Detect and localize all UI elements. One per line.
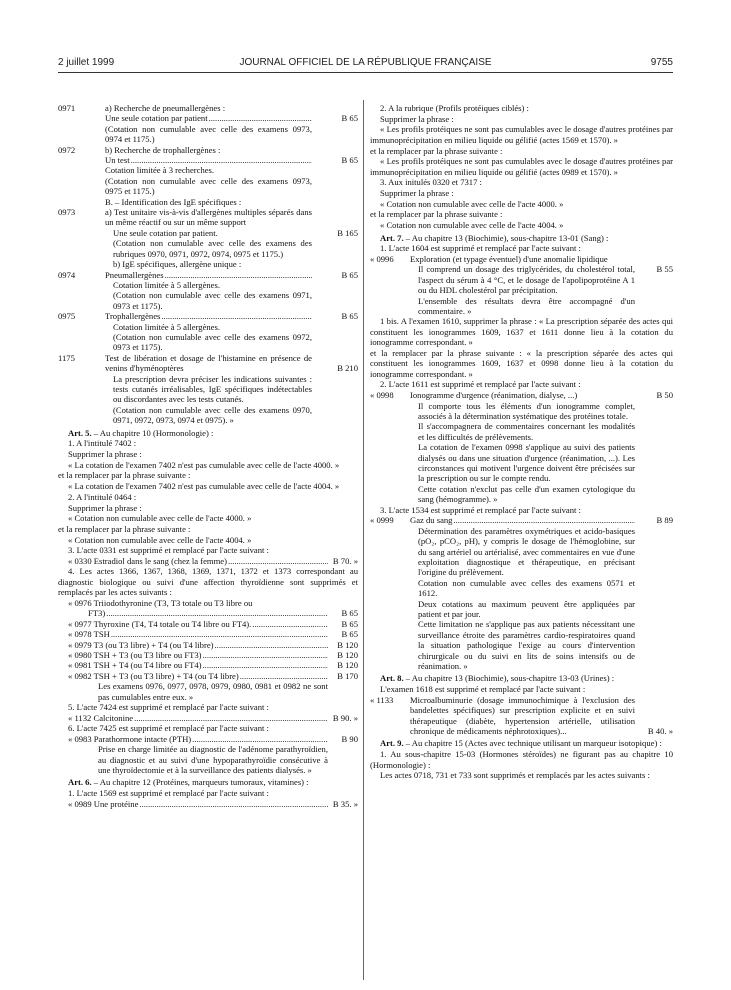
act-note: Prise en charge limitée au diagnostic de l'adénome parathyroïdien, au diagnostic et au suivi d'une hypoparathyroïdie consécutive à une thyroïdectomie et à la surveillance des patients dialysés. » [98,744,328,776]
paragraph: L'examen 1618 est supprimé et remplacé par l'acte suivant : [380,684,586,695]
act-price: B 65 [341,618,358,629]
act-text: Exploration (et typage éventuel) d'une anomalie lipidique [410,253,608,264]
article-5-heading [58,428,358,438]
entry-text: Test de libération et dosage de l'histamine en présence de venins d'hyménoptères [105,352,312,374]
article-text: – Au chapitre 15 (Actes avec technique utilisant un marqueur isotopique) : [403,738,662,749]
act-text: FT3) [88,608,106,619]
priced-line [68,713,328,723]
entry-heading: a) Test unitaire vis-à-vis d'allergènes multiples séparés dans un même réactif ou sur un même support [105,207,312,228]
article-label: Art. 7. [380,232,404,243]
article-8-heading [370,673,673,683]
entry-heading: a) Recherche de pneumallergènes : [105,103,226,113]
article-label: Art. 5. [68,427,92,438]
entry-0974 [58,270,358,312]
act-text: Gaz du sang [410,515,453,526]
paragraph: « Cotation non cumulable avec celle de l'acte 4000. » [68,513,252,524]
act-price: B 120 [337,649,358,660]
paragraph: « Cotation non cumulable avec celle de l'acte 4004. » [380,220,564,231]
act-0977 [58,619,358,629]
priced-line [68,619,328,629]
act-0330 [58,556,358,566]
paragraph: et la remplacer par la phrase suivante : [370,145,503,156]
entry-heading: b) IgE spécifiques, allergène unique : [113,259,242,270]
article-7-heading [370,233,673,243]
paragraph: 2. A la rubrique (Profils protéiques ciblés) : [380,103,529,113]
act-text: « 1132 Calcitonine [68,712,134,723]
paragraph: « La cotation de l'examen 7402 n'est pas cumulable avec celle de l'acte 4000. » [68,459,340,470]
entry-note: (Cotation non cumulable avec celle des examens 0971, 0973 et 1175). [113,290,312,311]
act-note: Il comporte tous les éléments d'un ionogramme complet, associés à la détermination systématique des protéines totale. [418,400,635,421]
act-note: L'ensemble des résultats devra être accompagné d'un commentaire. » [418,295,635,316]
column-divider [363,100,364,980]
act-price: B 89 [656,515,673,526]
paragraph: « La cotation de l'examen 7402 n'est pas cumulable avec celle de l'acte 4004. » [68,481,340,492]
paragraph: Les actes 0718, 731 et 733 sont supprimés et remplacés par les actes suivants : [380,770,650,781]
act-text: « 0979 T3 (ou T3 libre) + T4 (ou T4 libre) [68,639,214,650]
act-note: Cette cotation n'exclut pas celle d'un examen cytologique du sang (hémogramme). » [418,483,635,505]
act-1133 [370,695,673,737]
priced-line [68,671,328,681]
entry-heading: b) Recherche de trophallergènes : [105,144,221,155]
section-heading: B. – Identification des IgE spécifiques : [105,196,242,207]
page-header [58,57,673,71]
entry-code: 0971 [58,103,76,113]
paragraph: 4. Les actes 1366, 1367, 1368, 1369, 1371, 1372 et 1373 correspondant au diagnostic biologique ou suivi d'une affection thyroïdienne sont supprimés et remplacés par les actes suivants : [58,566,358,598]
act-text: « 0330 Estradiol dans le sang (chez la femme) [68,556,227,567]
act-price: B 55 [656,264,673,275]
paragraph: 3. L'acte 0331 est supprimé et remplacé par l'acte suivant : [68,545,269,556]
act-0980 [58,650,358,660]
act-text: « 0977 Thyroxine (T4, T4 totale ou T4 libre ou FT4). [68,618,252,629]
entry-note: (Cotation non cumulable avec celle des examens 0973, 0975 et 1175.) [105,175,312,197]
priced-line [105,270,312,280]
entry-note: Cotation limitée à 5 allergènes. [113,321,220,332]
act-0981 [58,660,358,670]
entry-price: B 65 [341,311,358,322]
act-note: Deux cotations au maximum peuvent être appliquées par patient et par jour. [418,598,635,619]
act-text: « 0981 TSH + T4 (ou T4 libre ou FT4) [68,660,202,671]
act-text: « 0982 TSH + T3 (ou T3 libre) + T4 (ou T4 libre) [68,670,239,681]
paragraph: et la remplacer par la phrase suivante : [370,209,503,220]
entry-price: B 65 [341,269,358,280]
section-b [58,197,358,207]
entry-note: Une seule cotation par patient. [113,227,218,238]
act-1132 [58,713,358,723]
act-0976 [58,598,358,619]
article-6-heading [58,777,358,787]
act-text: « 0976 Triiodothyronine (T3, T3 totale ou T3 libre ou [68,597,253,608]
act-price: B 40. » [647,726,673,737]
paragraph: 5. L'acte 7424 est supprimé et remplacé par l'acte suivant : [68,702,269,713]
paragraph: 3. L'acte 1534 est supprimé et remplacé par l'acte suivant : [380,504,581,515]
entry-text: Pneumallergènes [105,269,164,280]
header-date: 2 juillet 1999 [58,57,115,68]
paragraph: 1 bis. A l'examen 1610, supprimer la phrase : « La prescription séparée des actes qui constituent les ionogrammes 1609, 1637 et 1611 donne lieu à la cotation du ionogramme correspondant. » [370,316,673,348]
act-0978 [58,629,358,639]
entry-note: (Cotation non cumulable avec celle des examens des rubriques 0970, 0971, 0972, 0974, 0975 et 1175.) [113,238,312,259]
priced-line [68,734,328,744]
article-9-heading [370,738,673,748]
act-price: B 120 [337,639,358,650]
paragraph: Supprimer la phrase : [380,188,454,199]
act-code: « 0999 [370,515,394,526]
act-0996 [370,254,673,316]
entry-text: Trophallergènes [105,311,161,322]
article-label: Art. 6. [68,777,92,788]
paragraph: 2. L'acte 1611 est supprimé et remplacé par l'acte suivant : [380,379,581,390]
priced-line [68,556,328,566]
act-price: B 170 [337,670,358,681]
paragraph: « Cotation non cumulable avec celle de l'acte 4004. » [68,534,252,545]
act-price: B 90 [341,733,358,744]
act-code: « 0998 [370,390,394,401]
header-page-number: 9755 [650,57,673,68]
paragraph: 1. A l'intitulé 7402 : [68,438,137,449]
paragraph: et la remplacer par la phrase suivante : [58,523,191,534]
article-text: – Au chapitre 12 (Protéines, marqueurs tumoraux, vitamines) : [91,777,309,788]
entry-price: B 210 [337,363,358,374]
entry-price: B 65 [341,155,358,166]
act-code: « 1133 [370,694,394,705]
paragraph: 6. L'acte 7425 est supprimé et remplacé par l'acte suivant : [68,723,269,734]
entry-note: Cotation limitée à 3 recherches. [105,165,215,176]
act-0982 [58,671,358,702]
act-price: B 120 [337,660,358,671]
act-text: « 0978 TSH [68,629,110,640]
entry-0973 [58,207,358,269]
entry-0972 [58,145,358,197]
act-note: La cotation de l'examen 0998 s'applique au suivi des patients dialysés ou dans une situation d'urgence (réanimation, ...). Les circonstances qui motivent l'urgence doivent être précisées sur la prescription ou sur le compte rendu. [418,442,635,484]
header-rule [58,72,673,73]
paragraph: « Les profils protéiques ne sont pas cumulables avec le dosage d'autres protéines par immunoprécipitation en milieu liquide ou gélifié (actes 0989 et 1570). » [370,156,673,177]
act-price: B 90. » [332,712,358,723]
left-column [58,103,358,983]
entry-0971 [58,103,358,145]
priced-line [68,650,328,660]
act-text: « 0989 Une protéine [68,798,139,809]
act-code: « 0996 [370,253,394,264]
act-text: Microalbuminurie (dosage immunochimique à l'exclusion des bandelettes spécifiques) sur prescription explicite et en suivi thérapeutique (diabète, hypertension artérielle, utilisation chronique de médicaments néphrotoxiques)... [410,694,635,737]
entry-note: (Cotation non cumulable avec celle des examens 0972, 0973 et 1175). [113,331,312,353]
priced-line [68,660,328,670]
act-note: Détermination des paramètres oxymétriques et acido-basiques (pO₂, pCO₂, pH), y compris le dosage de l'hémoglobine, sur du sang artériel ou artérialisé, avec commentaires en vue d'une exploitation diagnostique et thérapeutique, en précisant l'origine du prélèvement. [418,525,635,578]
paragraph: 3. Aux initulés 0320 et 7317 : [380,177,482,188]
act-text: « 0983 Parathormone intacte (PTH) [68,733,192,744]
priced-line [68,799,328,809]
header-journal-title: JOURNAL OFFICIEL DE LA RÉPUBLIQUE FRANÇAISE [239,57,492,68]
right-column [370,103,673,983]
priced-line [105,113,312,123]
article-label: Art. 8. [380,673,404,684]
entry-note: La prescription devra préciser les indications suivantes : tests cutanés irréalisables, IgE spécifiques indétectables ou discordantes avec les tests cutanés. [113,373,312,405]
act-0998 [370,390,673,504]
act-price: B 70. » [332,556,358,567]
act-price: B 65 [341,629,358,640]
act-0979 [58,640,358,650]
priced-line [105,155,312,165]
paragraph: et la remplacer par la phrase suivante : [58,470,191,481]
article-label: Art. 9. [380,738,404,749]
article-text: – Au chapitre 10 (Hormonologie) : [91,427,214,438]
act-0999 [370,515,673,671]
entry-1175 [58,353,358,426]
act-price: B 65 [341,608,358,619]
paragraph: « Cotation non cumulable avec celle de l'acte 4000. » [380,198,564,209]
priced-line [68,640,328,650]
paragraph: 1. Au sous-chapitre 15-03 (Hormones stéroïdes) ne figurant pas au chapitre 10 (Hormonologie) : [370,749,673,770]
entry-price: B 165 [337,227,358,238]
entry-code: 0972 [58,144,76,155]
entry-note: Cotation limitée à 5 allergènes. [113,279,220,290]
entry-code: 0975 [58,311,76,322]
act-note: Il comprend un dosage des triglycérides, du cholestérol total, l'aspect du sérum à 4 °C, et le dosage de l'apolipoprotéine A 1 ou du HDL cholestérol par précipitation. [418,264,635,296]
priced-line [105,311,312,321]
paragraph: Supprimer la phrase : [68,502,142,513]
entry-text: Une seule cotation par patient [105,113,208,124]
entry-note: (Cotation non cumulable avec celle des examens 0970, 0971, 0972, 0973, 0974 et 0975). » [113,404,312,426]
paragraph: Supprimer la phrase : [68,449,142,459]
priced-line [68,608,328,618]
priced-line [410,515,635,525]
act-0989 [58,799,358,809]
act-text: Ionogramme d'urgence (réanimation, dialyse, ...) [410,390,578,401]
entry-price: B 65 [341,113,358,124]
entry-code: 1175 [58,352,75,363]
priced-line [68,629,328,639]
act-note: Il s'accompagnera de commentaires concernant les modalités et les difficultés de prélèvements. [418,421,635,442]
entry-code: 0974 [58,269,76,280]
act-0983 [58,734,358,776]
act-price: B 35. » [332,798,358,809]
entry-code: 0973 [58,207,76,218]
article-text: – Au chapitre 13 (Biochimie), sous-chapitre 13-01 (Sang) : [403,232,609,243]
paragraph: « Les profils protéiques ne sont pas cumulables avec le dosage d'autres protéines par immunoprécipitation en milieu liquide ou gélifié (actes 1569 et 1570). » [370,124,673,145]
act-note: Cotation non cumulable avec celles des examens 0571 et 1612. [418,577,635,599]
paragraph: 2. A l'intitulé 0464 : [68,491,137,502]
entry-0975 [58,311,358,353]
paragraph: Supprimer la phrase : [380,113,454,124]
act-text: « 0980 TSH + T3 (ou T3 libre ou FT3) [68,649,202,660]
paragraph: et la remplacer par la phrase suivante : « la prescription séparée des actes qui constituent les ionogrammes 1609, 1637 et 0998 donne lieu à la cotation du ionogramme correspondant. » [370,347,673,379]
paragraph: 1. L'acte 1569 est supprimé et remplacé par l'acte suivant : [68,788,269,799]
paragraph: 1. L'acte 1604 est supprimé et remplacé par l'acte suivant : [380,243,581,254]
act-note: Cette limitation ne s'applique pas aux patients nécessitant une surveillance étroite des paramètres cardio-respiratoires quand la situation pathologique l'exige au cours d'intervention chirurgicale ou du suivi en lits de soins intensifs ou de réanimation. » [418,619,635,671]
entry-note: (Cotation non cumulable avec celle des examens 0973, 0974 et 1175.) [105,123,312,145]
entry-text: Un test [105,155,130,166]
article-text: – Au chapitre 13 (Biochimie), sous-chapitre 13-03 (Urines) : [403,673,615,684]
act-price: B 50 [656,390,673,401]
act-note: Les examens 0976, 0977, 0978, 0979, 0980, 0981 et 0982 ne sont pas cumulables entre eux. » [98,681,328,702]
